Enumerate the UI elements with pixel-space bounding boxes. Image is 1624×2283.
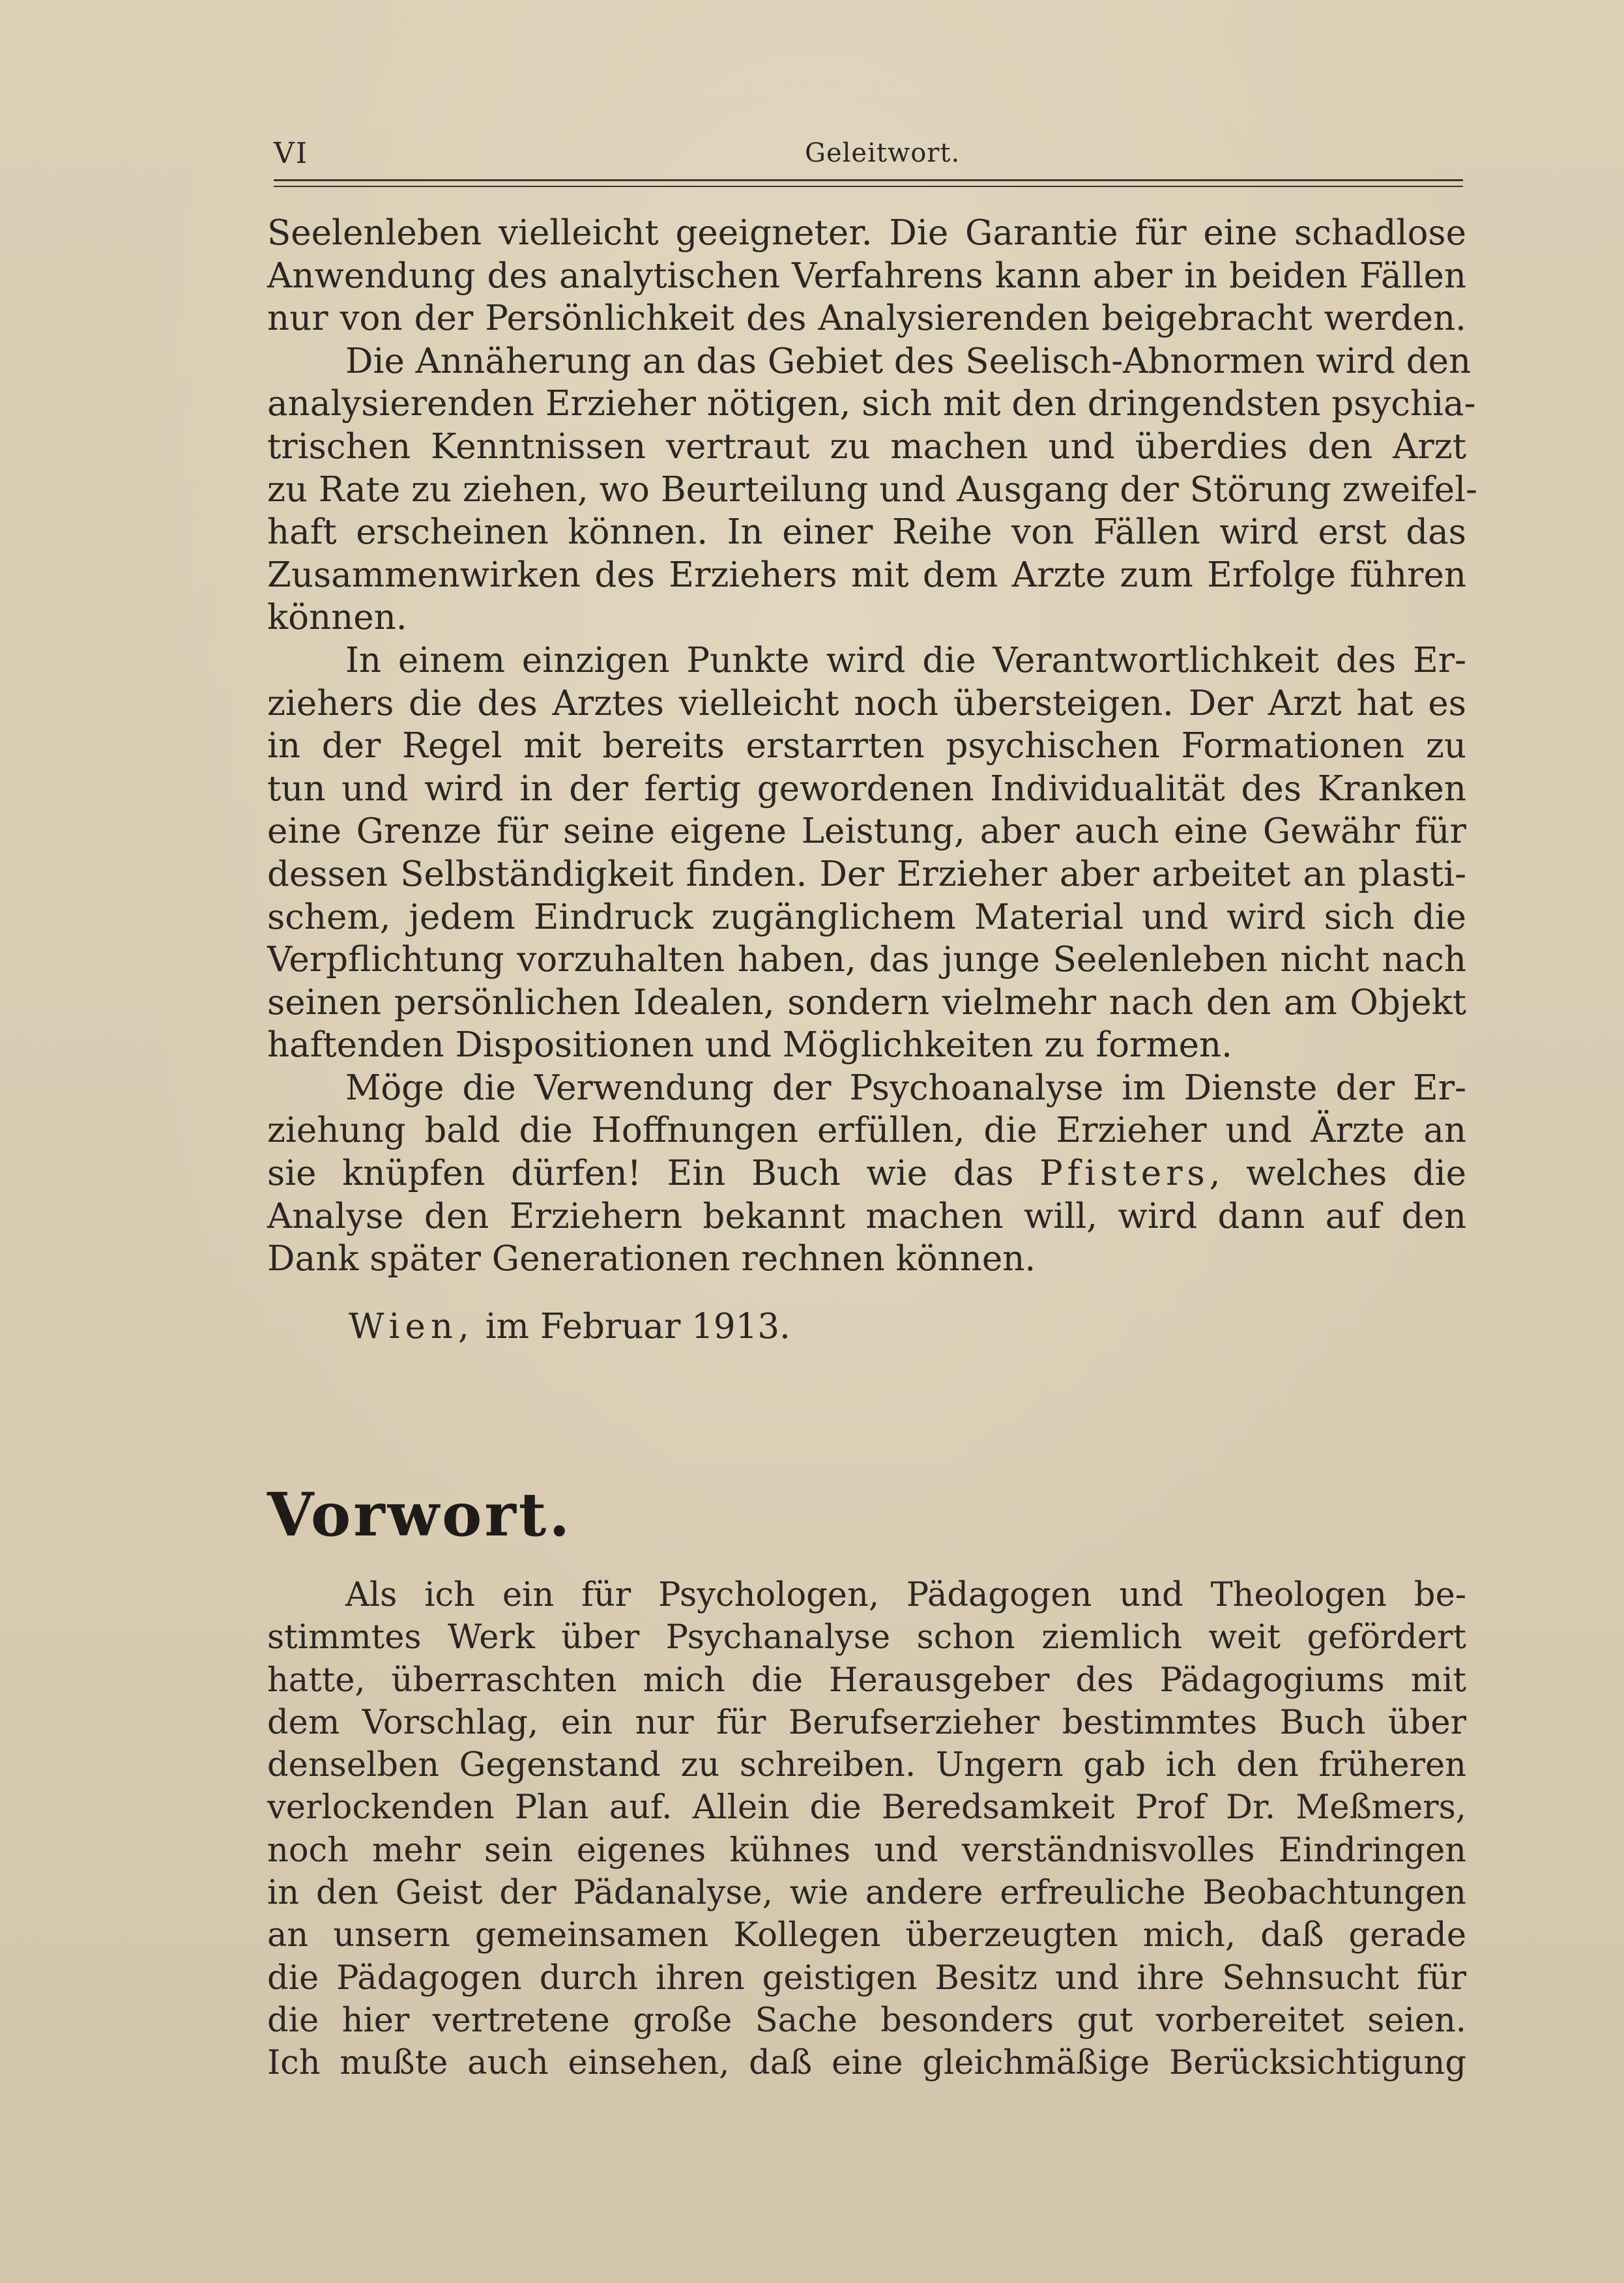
running-head: Geleitwort.: [805, 138, 961, 168]
geleitwort-text: [267, 212, 1478, 1281]
text-line: eine Grenze für seine eigene Leistung, aber auch eine Gewähr für: [267, 811, 1466, 852]
text-line: in den Geist der Pädanalyse, wie andere erfreuliche Beobachtungen: [267, 1874, 1466, 1913]
text-line: Anwendung des analytischen Verfahrens kann aber in beiden Fällen: [267, 255, 1466, 296]
text-line: Dank später Generationen rechnen können.: [267, 1239, 1036, 1279]
header-rule-bottom: [274, 186, 1463, 187]
signoff-date: im Februar 1913.: [474, 1307, 790, 1346]
text-line: Als ich ein für Psychologen, Pädagogen und Theologen be-: [345, 1576, 1466, 1614]
text-line: hatte, überraschten mich die Herausgeber des Pädagogiums mit: [267, 1661, 1466, 1700]
page-number: VI: [274, 137, 309, 170]
text-line: Seelenleben vielleicht geeigneter. Die Garantie für eine schadlose: [267, 213, 1466, 253]
text-line: dessen Selbständigkeit finden. Der Erzieher aber arbeitet an plasti-: [267, 854, 1466, 894]
text-line: In einem einzigen Punkte wird die Verantwortlichkeit des Er-: [345, 640, 1466, 680]
text-line: an unsern gemeinsamen Kollegen überzeugten mich, daß gerade: [267, 1916, 1466, 1955]
text-line: können.: [267, 598, 407, 638]
text-line: Möge die Verwendung der Psychoanalyse im Dienste der Er-: [345, 1068, 1466, 1108]
text-line: denselben Gegenstand zu schreiben. Ungern gab ich den früheren: [267, 1746, 1466, 1785]
signoff: [349, 1307, 790, 1346]
text-line: seinen persönlichen Idealen, sondern vielmehr nach den am Objekt: [267, 982, 1466, 1023]
text-line: Die Annäherung an das Gebiet des Seelisch-Abnormen wird den: [345, 341, 1472, 381]
text-line: haftenden Dispositionen und Möglichkeiten zu formen.: [267, 1025, 1232, 1066]
text-line: Ich mußte auch einsehen, daß eine gleichmäßige Berücksichtigung: [267, 2044, 1466, 2083]
header-rule-top: [274, 179, 1463, 181]
text-line: nur von der Persönlichkeit des Analysierenden beigebracht werden.: [267, 298, 1466, 339]
text-line: tun und wird in der fertig gewordenen Individualität des Kranken: [267, 768, 1466, 809]
page-header: [274, 137, 1463, 176]
text-line: schem, jedem Eindruck zugänglichem Material und wird sich die: [267, 897, 1466, 937]
text-line: Analyse den Erziehern bekannt machen will, wird dann auf den: [267, 1196, 1466, 1236]
text-line: haft erscheinen können. In einer Reihe von Fällen wird erst das: [267, 512, 1466, 553]
text-line: die hier vertretene große Sache besonders gut vorbereitet seien.: [267, 2001, 1466, 2040]
vorwort-text: [267, 1574, 1466, 2085]
author-name: Pfisters: [1039, 1154, 1210, 1194]
text-line-with-name: [267, 1152, 1466, 1195]
section-heading-vorwort: Vorwort.: [267, 1479, 573, 1550]
text-line: stimmtes Werk über Psychanalyse schon ziemlich weit gefördert: [267, 1618, 1466, 1657]
signoff-place: Wien,: [349, 1307, 474, 1346]
text-line: in der Regel mit bereits erstarrten psychischen Formationen zu: [267, 726, 1466, 766]
text-line: ziehung bald die Hoffnungen erfüllen, die Erzieher und Ärzte an: [267, 1111, 1466, 1151]
text-line: trischen Kenntnissen vertraut zu machen und überdies den Arzt: [267, 426, 1466, 467]
text-line: analysierenden Erzieher nötigen, sich mit den dringendsten psychia-: [267, 384, 1476, 424]
text-line: ziehers die des Arztes vielleicht noch übersteigen. Der Arzt hat es: [267, 683, 1466, 723]
text-line: Verpflichtung vorzuhalten haben, das junge Seelenleben nicht nach: [267, 940, 1466, 980]
text-fragment: sie knüpfen dürfen! Ein Buch wie das: [267, 1154, 1040, 1194]
text-line: noch mehr sein eigenes kühnes und verständnisvolles Eindringen: [267, 1831, 1466, 1870]
text-line: verlockenden Plan auf. Allein die Beredsamkeit Prof Dr. Meßmers,: [267, 1788, 1466, 1827]
text-fragment: , welches die: [1209, 1154, 1466, 1194]
text-line: die Pädagogen durch ihren geistigen Besitz und ihre Sehnsucht für: [267, 1958, 1466, 1998]
text-line: dem Vorschlag, ein nur für Berufserzieher bestimmtes Buch über: [267, 1703, 1466, 1742]
text-line: zu Rate zu ziehen, wo Beurteilung und Ausgang der Störung zweifel-: [267, 469, 1478, 510]
text-line: Zusammenwirken des Erziehers mit dem Arzte zum Erfolge führen: [267, 555, 1466, 595]
